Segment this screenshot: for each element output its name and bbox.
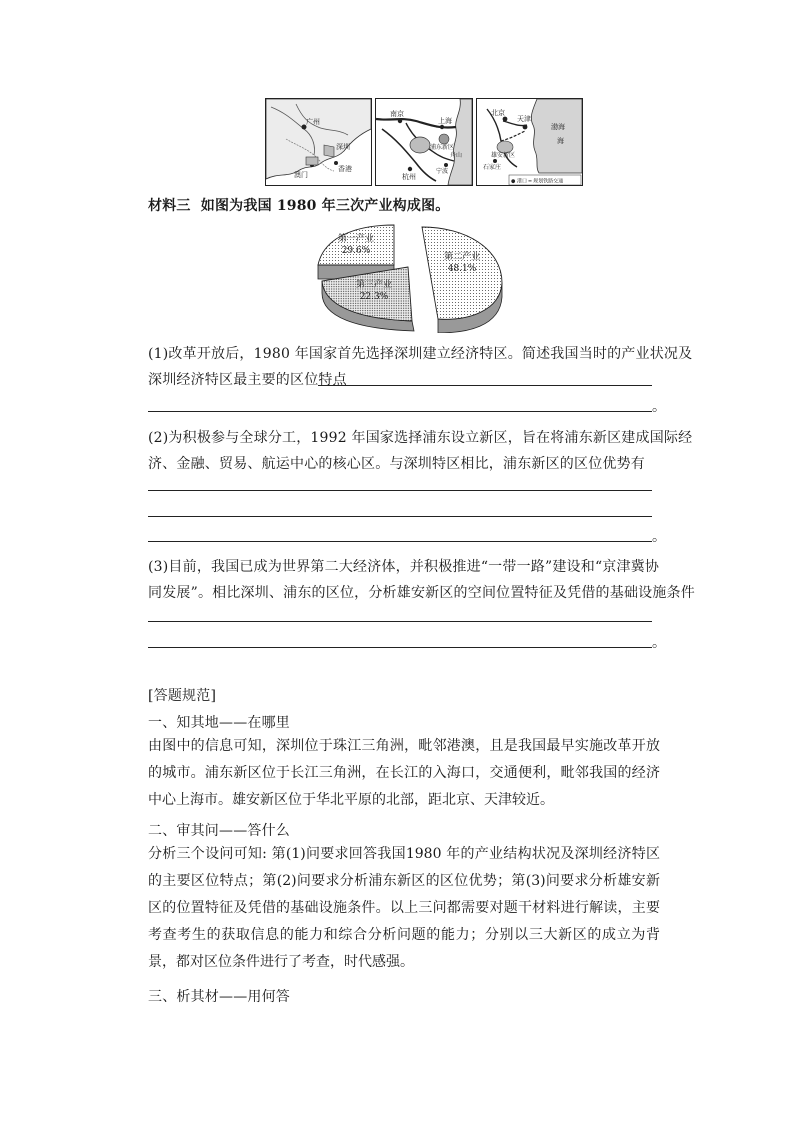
- map2-label-nanjing: 南京: [390, 110, 404, 118]
- map1-label-hongkong: 香港: [338, 165, 352, 173]
- map-pudong: [375, 98, 473, 186]
- q2-answer-blank-3[interactable]: [148, 541, 652, 542]
- map3-label-xiongan: 雄安新区: [491, 152, 516, 159]
- material3-text: 如图为我国 1980 年三次产业构成图。: [200, 198, 450, 214]
- map3-label-sea: 海: [557, 137, 564, 145]
- pie-label-tertiary-name: 第三产业: [355, 280, 393, 290]
- material3-heading: [148, 195, 449, 215]
- map3-label-beijing: 北京: [491, 109, 505, 117]
- q2-line1: (2)为积极参与全球分工，1992 年国家选择浦东设立新区，旨在将浦东新区建成国际经: [148, 430, 693, 446]
- q2-answer-blank-1[interactable]: [148, 490, 652, 491]
- pie-slice-secondary: [422, 227, 502, 333]
- q1-answer-blank-2[interactable]: [148, 411, 652, 412]
- pie-label-secondary-value: 48.1%: [447, 264, 477, 274]
- map-xiongan: [476, 98, 583, 186]
- map2-label-pudong: 浦东新区: [430, 144, 455, 151]
- map1-label-shenzhen: 深圳: [336, 143, 350, 151]
- q3-line1: (3)目前，我国已成为世界第二大经济体，并积极推进“一带一路”建设和“京津冀协: [148, 559, 660, 575]
- q1-answer-blank-1[interactable]: [318, 385, 652, 386]
- q3-line2: 同发展”。相比深圳、浦东的区位，分析雄安新区的空间位置特征及凭借的基础设施条件: [148, 585, 695, 601]
- map3-legend: ● 港口 ━ 规划铁路交通: [511, 178, 564, 185]
- map1-label-macau: 澳门: [294, 171, 308, 179]
- answer-section2-title: 二、审其问——答什么: [148, 823, 290, 839]
- answer-section1-title: 一、知其地——在哪里: [148, 715, 290, 731]
- pie-label-primary-value: 29.6%: [341, 246, 371, 256]
- material3-label: 材料三: [148, 198, 191, 214]
- map3-label-bohai: 渤海: [551, 123, 565, 131]
- map1-label-guangzhou: 广州: [306, 118, 320, 126]
- pie-chart: [316, 223, 522, 333]
- answer-section2-text: 分析三个设问可知: 第(1)问要求回答我国1980 年的产业结构状况及深圳经济特区的主要区位特点；第(2)问要求分析浦东新区的区位优势；第(3)问要求分析雄安新区的位置特征及凭借的基础设施条件。以上三问都需要对题干材料进行解读，主要考查考生的获取信息的能力和综合分析问题的能力；分别以三大新区的成立为背景，都对区位条件进行了考查，时代感强。: [148, 846, 660, 970]
- map2-label-ningbo: 宁波: [436, 168, 449, 175]
- q1-period: 。: [652, 399, 666, 415]
- q2-period: 。: [652, 529, 666, 545]
- q3-answer-blank-2[interactable]: [148, 647, 652, 648]
- q2-line2: 济、金融、贸易、航运中心的核心区。与深圳特区相比，浦东新区的区位优势有: [148, 456, 645, 472]
- map-shenzhen: [265, 98, 372, 186]
- q3-answer-blank-1[interactable]: [148, 621, 652, 622]
- answer-heading: [答题规范]: [148, 688, 217, 704]
- map2-label-shanghai: 上海: [438, 117, 452, 125]
- map2-label-zhoushan: 舟山: [450, 152, 463, 159]
- map2-label-hangzhou: 杭州: [402, 173, 416, 181]
- q2-answer-blank-2[interactable]: [148, 516, 652, 517]
- map3-label-tianjin: 天津: [517, 115, 531, 123]
- answer-section3-title: 三、析其材——用何答: [148, 989, 290, 1005]
- pie-label-primary-name: 第一产业: [337, 234, 375, 244]
- answer-section1-text: 由图中的信息可知，深圳位于珠江三角洲，毗邻港澳，且是我国最早实施改革开放的城市。浦东新区位于长江三角洲，在长江的入海口，交通便利，毗邻我国的经济中心上海市。雄安新区位于华北平原的北部，距北京、天津较近。: [148, 738, 660, 808]
- q1-line1: (1)改革开放后，1980 年国家首先选择深圳建立经济特区。简述我国当时的产业状况及: [148, 346, 693, 362]
- pie-label-tertiary-value: 22.3%: [359, 292, 389, 302]
- pie-label-secondary-name: 第二产业: [443, 252, 481, 262]
- q3-period: 。: [652, 635, 666, 651]
- map3-label-shijiazhuang: 石家庄: [483, 164, 502, 171]
- q1-line2: 深圳经济特区最主要的区位特点: [148, 372, 347, 388]
